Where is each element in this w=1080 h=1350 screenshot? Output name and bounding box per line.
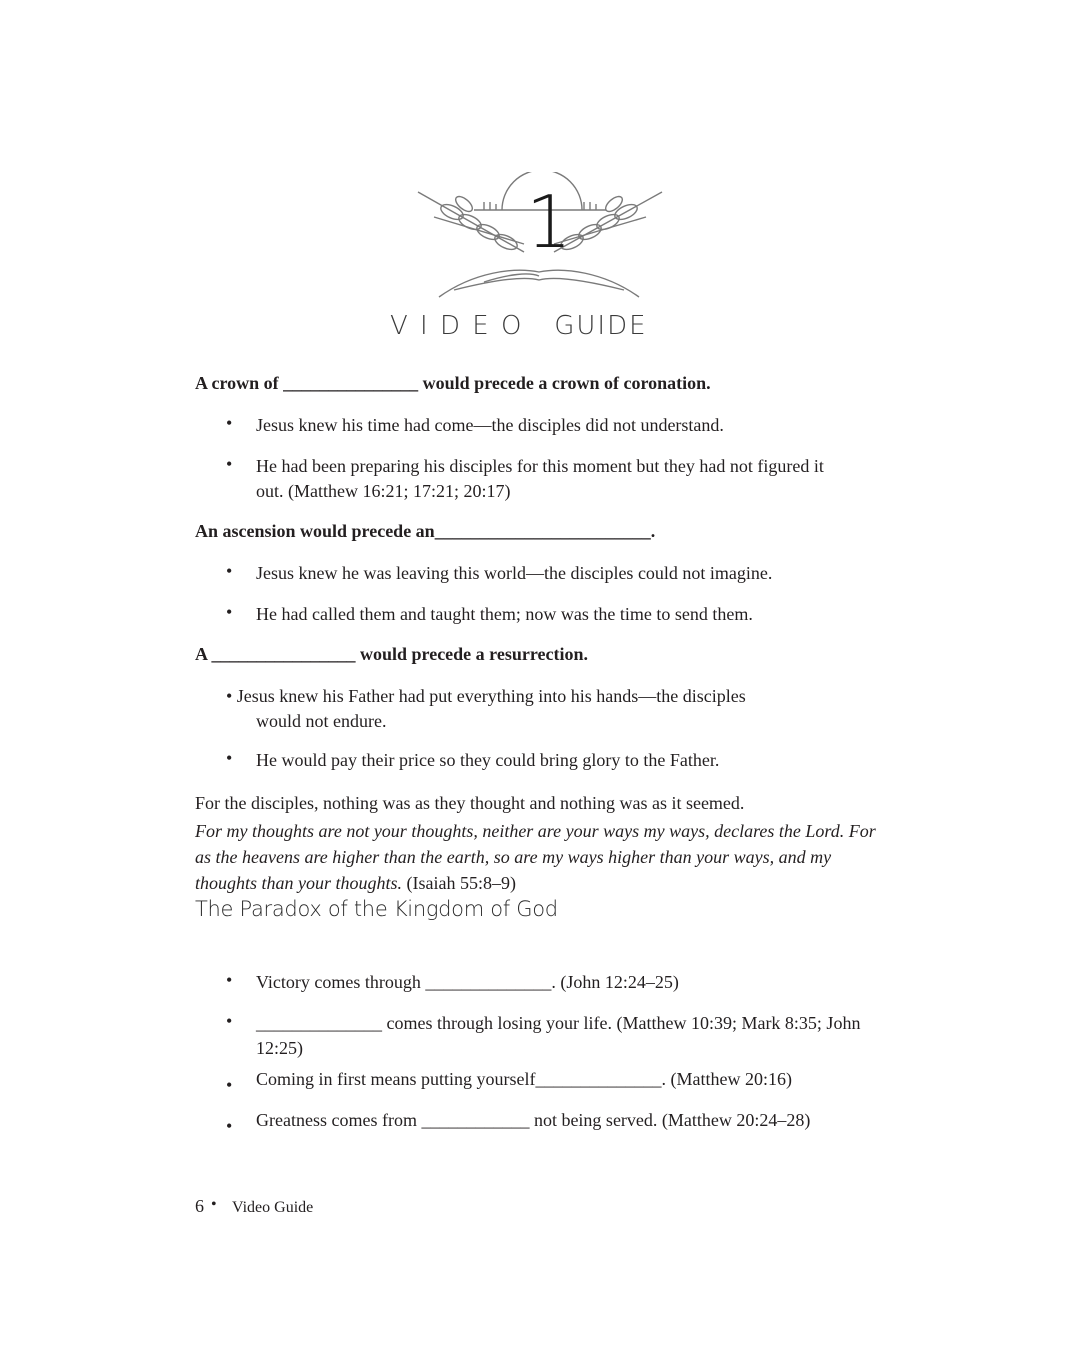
bullet-marker: • [226,454,233,474]
running-footer: Video Guide [232,1199,314,1216]
section-heading: A crown of _______________ would precede a crown of coronation. [195,373,711,393]
page-number: 6 [195,1196,204,1216]
list-item: He had called them and taught them; now was the time to send them. [256,604,753,624]
chapter-number: 1 [526,180,572,264]
quote-text: For my thoughts are not your thoughts, neither are your ways my ways, declares the Lord. For as the heavens are higher than the earth, so are my ways higher than your ways, and my thoughts than your thoughts. [195,821,876,893]
bullet-marker: • [226,1075,233,1095]
quote-reference: (Isaiah 55:8–9) [402,873,516,893]
bullet-marker: • [226,748,233,768]
list-item: Jesus knew he was leaving this world—the disciples could not imagine. [256,563,773,583]
bullet-marker: • [226,1116,233,1136]
section-heading: An ascension would precede an________________________. [195,521,656,541]
list-item: Victory comes through ______________. (John 12:24–25) [256,972,679,992]
list-item: ______________ comes through losing your life. (Matthew 10:39; Mark 8:35; John 12:25) [256,1013,861,1058]
bullet-marker: • [226,602,233,622]
list-item: Greatness comes from ____________ not being served. (Matthew 20:24–28) [256,1110,811,1130]
summary-paragraph: For the disciples, nothing was as they thought and nothing was as it seemed. [195,793,745,813]
list-item [226,684,846,734]
scripture-quote [195,818,895,896]
list-item: He had been preparing his disciples for this moment but they had not figured it out. (Matthew 16:21; 17:21; 20:17) [256,456,824,501]
page-title: V I D E O GUIDE [390,311,648,341]
section-heading: A ________________ would precede a resurrection. [195,644,588,664]
list-item: Coming in first means putting yourself______________. (Matthew 20:16) [256,1069,792,1089]
list-item-line: would not endure. [256,711,387,731]
list-item: Jesus knew his time had come—the disciples did not understand. [256,415,724,435]
list-item: He would pay their price so they could bring glory to the Father. [256,750,720,770]
footer-separator: • [211,1196,217,1213]
section-title: The Paradox of the Kingdom of God [195,897,558,921]
bullet-marker: • [226,413,233,433]
list-item-line: • Jesus knew his Father had put everything into his hands—the disciples [226,686,746,706]
bullet-marker: • [226,561,233,581]
bullet-marker: • [226,970,233,990]
bullet-marker: • [226,1011,233,1031]
chapter-emblem [414,172,664,302]
